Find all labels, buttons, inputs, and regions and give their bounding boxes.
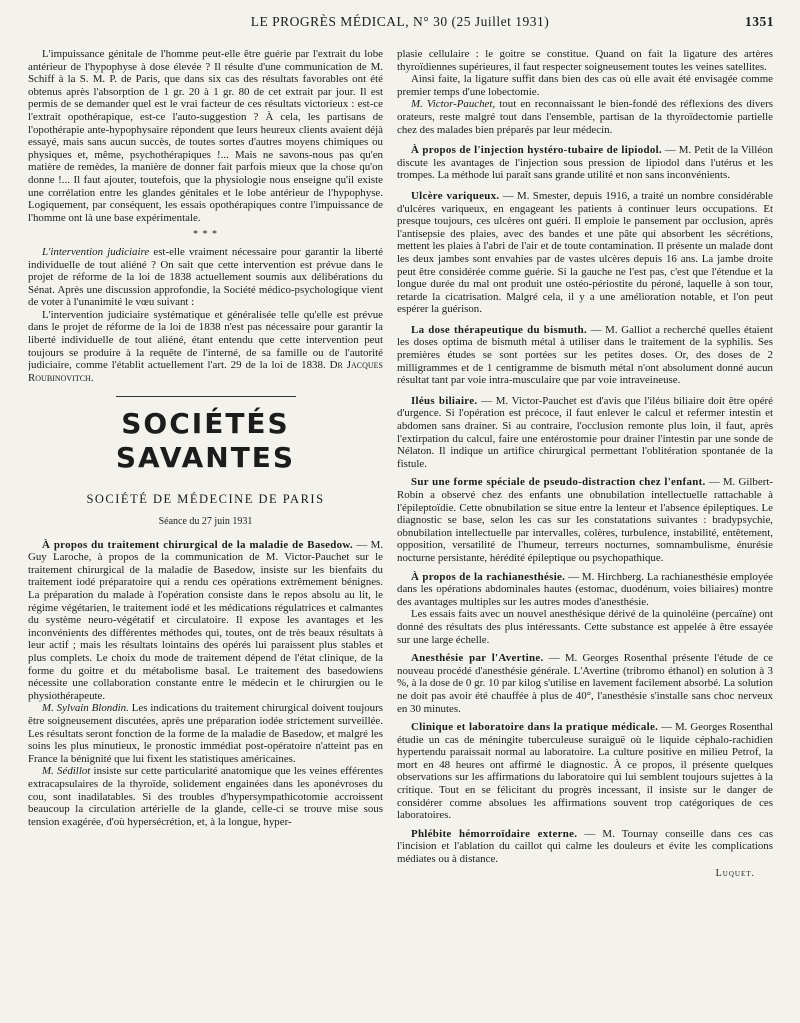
- left-column: [28, 48, 383, 1003]
- item-phlebite-title: Phlébite hémorroïdaire externe.: [411, 827, 578, 840]
- intervention-body: est-elle vraiment nécessaire pour garantir la liberté individuelle de tout aliéné ? On sait que cette intervention est prévue dans le projet de réforme de la loi de 1838 actuellement soumis aux délibérations du Sénat. Après une discussion approfondie, la Société médico-psychologique vient de voter à l'unanimité le vœu suivant :: [28, 245, 383, 309]
- item-percaine: Les essais faits avec un nouvel anesthésique dérivé de la quinoléine (percaïne) ont donné des résultats des plus intéressants. Cette substance est appelée à être essayée sur une large échelle.: [397, 608, 773, 646]
- item-ileus-title: Iléus biliaire.: [411, 394, 478, 407]
- item-avertine: [397, 652, 773, 715]
- item-sedillot-body: insiste sur cette particularité anatomique que les veines efférentes extracapsulaires de la thyroïde, solidement engainées dans les aponévroses du cou, sont inadilatables. Si des troubles d'hypersympathicotomie accroissent beaucoup la circulation artérielle de la glande, celle-ci se trouve mise sous tension exagérée, d'où hypersécrétion, et, à la longue, hyper-: [28, 765, 383, 828]
- item-blondin-author: M. Sylvain Blondin.: [42, 702, 129, 715]
- paragraph-continuation: plasie cellulaire : le goitre se constitue. Quand on fait la ligature des artères thyroïdiennes supérieures, il faut respecter soigneusement toutes les veines satellites.: [397, 48, 773, 73]
- item-rachianesthesie-title: À propos de la rachianesthésie.: [411, 570, 566, 583]
- report-signature: Luquet.: [715, 867, 755, 879]
- item-phlebite-body: — M. Tournay conseille dans ces cas l'incision et l'ablation du caillot qui calme les douleurs et évite les complications médiates ou à distance.: [397, 827, 773, 866]
- item-clinique-laboratoire: [397, 721, 773, 822]
- item-sedillot: [28, 765, 383, 828]
- section-title: SOCIÉTÉS SAVANTES: [115, 407, 296, 475]
- item-bismuth-body: — M. Galliot a recherché quelles étaient les doses optima de bismuth métal à utiliser dans le traitement de la syphilis. Ses premières études se sont portées sur les petites doses. Or, des doses de 2 milligrammes et de 1 centigramme de bismuth métal n'ont absolument donné aucun résultat tant par voie intra-musculaire que par voie intraveineuse.: [397, 323, 773, 387]
- item-lipiodol-title: À propos de l'injection hystéro-tubaire de lipiodol.: [411, 144, 662, 157]
- item-ileus-body: — M. Victor-Pauchet est d'avis que l'iléus biliaire doit être opéré d'urgence. Si l'opération est précoce, il faut enlever le calcul et refermer intestin et abdomen sans drainer. Si au contraire, l'occlusion remonte plus loin, il faut, après l'extirpation du calcul, faire une entérostomie pour drainer l'intestin par une sonde de Nélaton. Il indique un artifice chirurgical permettant l'oblitération spontanée de la fistule.: [397, 394, 773, 470]
- item-basedow-title: À propos du traitement chirurgical de la maladie de Basedow.: [42, 538, 353, 551]
- item-pseudo-distraction: [397, 476, 773, 564]
- author-signature: Dr Jacques Roubinovitch.: [28, 359, 383, 384]
- page-header: [22, 14, 778, 32]
- item-rachianesthesie: [397, 571, 773, 609]
- pauchet-body: tout en reconnaissant le bien-fondé des réflexions des divers orateurs, reste malgré tout dans l'ensemble, partisan de la thyroïdectomie partielle chez des malades bien préparés par leur médecin.: [397, 98, 773, 136]
- section-separator-stars: * * *: [193, 229, 218, 241]
- item-lipiodol: [397, 144, 773, 182]
- item-phlebite: [397, 828, 773, 866]
- item-avertine-body: — M. Georges Rosenthal présente l'étude de ce nouveau procédé d'anesthésie générale. L'Avertine (tribromo éthanol) en solution à 3 %, à la dose de 0 gr. 10 par kilog s'utilise en lavement facilement absorbé. La solution ne doit pas avoir été chauffée à plus de 40°, l'anesthésie s'installe sans choc nerveux en 30 minutes.: [397, 652, 773, 715]
- item-clinique-title: Clinique et laboratoire dans la pratique médicale.: [411, 721, 659, 734]
- item-rachianesthesie-body: — M. Hirchberg. La rachianesthésie employée dans les opérations abdominales hautes (estomac, duodénum, voies biliaires) montre des avantages multiples sur les autres modes d'anesthésie.: [397, 570, 773, 608]
- society-heading: SOCIÉTÉ DE MÉDECINE DE PARIS: [86, 492, 325, 507]
- right-column: [397, 48, 773, 1003]
- item-lipiodol-body: — M. Petit de la Villéon discute les avantages de l'injection sous pression de lipiodol dans l'utérus et les trompes. La méthode lui paraît sans grande utilité et non sans inconvénients.: [397, 144, 773, 182]
- pauchet-author: M. Victor-Pauchet,: [411, 98, 496, 111]
- item-basedow-body: — M. Guy Laroche, à propos de la communication de M. Victor-Pauchet sur le traitement chirurgical de la maladie de Basedow, insiste sur les bienfaits du traitement iodé préparatoire qui a rendu ces opérations extrêmement bénignes. La préparation du malade à l'opération consiste dans le repos absolu au lit, le régime végétarien, le traitement iodé et les médications régulatrices et calmantes du système neuro-végétatif et circulatoire. Il expose les avantages et les inconvénients des différentes méthodes qui, toutes, ont de très beaux résultats à leur actif ; mais les résultats lointains des opérés lui paraissent plus stables et plus complets. Le choix du mode de traitement dépend de l'état clinique, de la forme du goitre et du métabolisme basal. Le traitement des basedowiens nécessite une collaboration constante entre le médecin et le chirurgien ou le physiothérapeute.: [28, 538, 383, 702]
- item-clinique-body: — M. Georges Rosenthal étudie un cas de méningite tuberculeuse suraiguë où le liquide céphalo-rachidien hypertendu paraissait normal au laboratoire. La culture positive en milieu Petrof, la mort en 48 heures ont affirmé le diagnostic. À ce propos, il présente quelques observations sur les affirmations du laboratoire qui lui semblent toujours sujettes à la critique. Tout en se félicitant du progrès incessant, il insiste sur le danger de considérer comme absolues les affirmations souvent trop catégoriques de ces laboratoires.: [397, 721, 773, 822]
- item-bismuth: [397, 324, 773, 387]
- item-blondin-body: Les indications du traitement chirurgical doivent toujours être soigneusement discutées, après une préparation iodée strictement surveillée. Les résultats seront fonction de la forme de la maladie de Basedow, et malgré les soins les plus minutieux, le pronostic immédiat post-opératoire n'atteint pas en France la bénignité que lui fixent les statistiques américaines.: [28, 702, 383, 765]
- item-basedow: [28, 539, 383, 703]
- item-blondin: [28, 702, 383, 765]
- voeu-body: L'intervention judiciaire systématique et généralisée telle qu'elle est prévue dans le projet de réforme de la loi de 1838 n'est pas nécessaire pour garantir la liberté individuelle de tout aliéné, étant entendu que cette intervention peut toujours se produire à la requête de l'interné, de sa famille ou de l'autorité judiciaire, comme l'établit actuellement l'art. 29 de la loi de 1838.: [28, 308, 383, 372]
- item-ulcere: [397, 190, 773, 316]
- item-pseudo-distraction-title: Sur une forme spéciale de pseudo-distraction chez l'enfant.: [411, 476, 706, 489]
- item-pseudo-distraction-body: — M. Gilbert-Robin a observé chez des enfants une obnubilation intellectuelle rattachable à l'épileptoïdie. Cette obnubilation se situe entre la lenteur et l'absence épileptiques. Le diagnostic se base, selon les cas sur les constatations suivantes : bradypsychie, obnubilation intellectuelle par intervalles, colères, turbulence, instabilité, entêtement, opposition, versatilité de l'humeur, terreurs nocturnes, somnambulisme, énurésie nocturne persistante, hérédité épileptique ou psychopathique.: [397, 476, 773, 564]
- page-number: 1351: [745, 14, 774, 29]
- paragraph-voeu: [28, 309, 383, 385]
- intervention-lead: L'intervention judiciaire: [42, 245, 150, 258]
- session-date: Séance du 27 juin 1931: [158, 516, 253, 528]
- paragraph-ligature: Ainsi faite, la ligature suffit dans bien des cas où elle avait été envisagée comme premier temps d'une lobectomie.: [397, 73, 773, 98]
- divider-rule: [116, 396, 296, 397]
- item-ulcere-body: — M. Smester, depuis 1916, a traité un nombre considérable d'ulcères variqueux, en engageant les patients à continuer leurs occupations. Et presque toujours, ces ulcères ont guéri. Il emploie le pansement par occlusion, après l'antisepsie des plaies, avec des bandes et une pâte qui absorbent les sécrétions, mettent les plaies à l'abri de l'air et de toute contamination. Il présente un malade dont les deux jambes sont envahies par de vastes ulcères depuis 16 ans. La jambe droite peut être considérée comme guérie. Si la gauche ne l'est pas, c'est que l'étendue et la longue durée du mal ont produit une ostéo-périostite du péroné, laquelle à son tour, retarde la cicatrisation. Malgré cela, il y a une amélioration notable, et l'on peut espérer la guérison.: [397, 189, 773, 316]
- paragraph-impuissance: L'impuissance génitale de l'homme peut-elle être guérie par l'extrait du lobe antérieur de l'hypophyse à dose élevée ? Il résulte d'une communication de M. Schiff à la S. M. P. de Paris, que dans six cas des résultats favorables ont été obtenus après l'absorption de 1 gr. 20 à 1 gr. 80 de cet extrait par jour. Il est permis de se demander quel est le vrai facteur de ces résultats victorieux : est-ce l'extrait opothérapique, est-ce l'auto-suggestion ? À cela, les partisans de l'opothérapie ante-hypophysaire répondent que leurs heureux clients avaient déjà essayé, mais sans aucun succès, de toutes sortes d'autres moyens chimiques ou physiques et, même, psychothérapiques !... Mais ne savons-nous pas qu'en matière de remèdes, la manière de donner fait parfois mieux que la chose qu'on donne !... Il faut ajouter, toutefois, que la physiologie nous enseigne qu'il existe une corrélation entre les glandes génitales et le lobe antérieur de l'hypophyse. Logiquement, par conséquent, les essais opothérapiques contre l'impuissance de l'homme ont là une base expérimentale.: [28, 48, 383, 224]
- item-bismuth-title: La dose thérapeutique du bismuth.: [411, 323, 588, 336]
- item-ileus: [397, 395, 773, 471]
- item-sedillot-author: M. Sédillot: [42, 765, 91, 778]
- item-avertine-title: Anesthésie par l'Avertine.: [411, 652, 544, 665]
- journal-header-title: LE PROGRÈS MÉDICAL, N° 30 (25 Juillet 1931): [250, 14, 550, 29]
- paragraph-pauchet: [397, 98, 773, 136]
- item-ulcere-title: Ulcère variqueux.: [411, 189, 500, 202]
- paragraph-intervention-judiciaire: [28, 246, 383, 309]
